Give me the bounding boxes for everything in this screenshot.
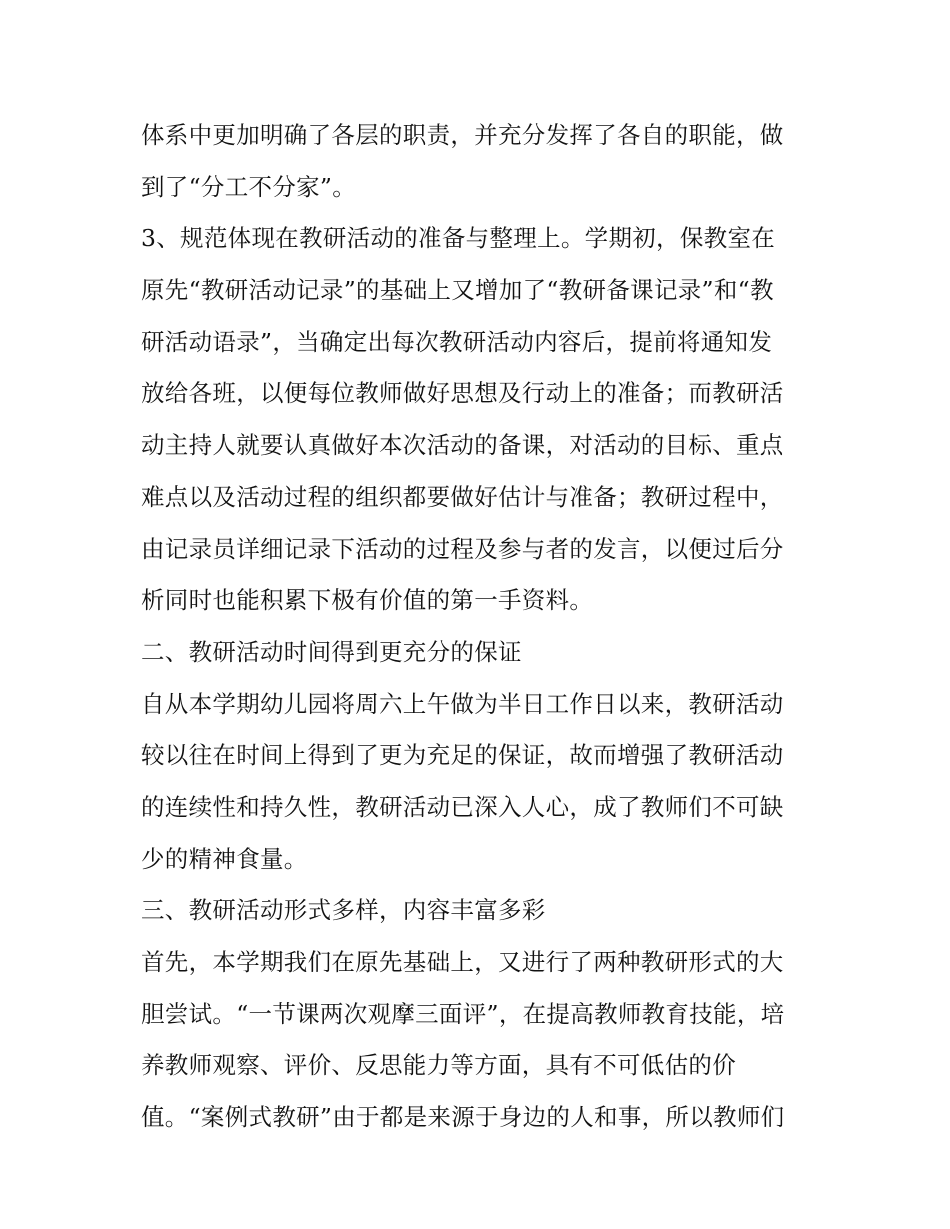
- text-line: 放给各班，以便每位教师做好思想及行动上的准备；而教研活: [141, 379, 784, 408]
- text-line: 由记录员详细记录下活动的过程及参与者的发言，以便过后分: [141, 534, 784, 563]
- text-line: 原先“教研活动记录”的基础上又增加了“教研备课记录”和“教: [141, 276, 774, 305]
- text-line: 较以往在时间上得到了更为充足的保证，故而增强了教研活动: [141, 741, 784, 770]
- text-line: 少的精神食量。: [141, 844, 308, 873]
- text-line: 3、规范体现在教研活动的准备与整理上。学期初，保教室在: [141, 224, 776, 253]
- section-heading: 三、教研活动形式多样，内容丰富多彩: [141, 896, 546, 925]
- text-line: 自从本学期幼儿园将周六上午做为半日工作日以来，教研活动: [141, 689, 784, 718]
- text-line: 析同时也能积累下极有价值的第一手资料。: [141, 586, 594, 615]
- body-text: [141, 110, 821, 1144]
- text-line: 体系中更加明确了各层的职责，并充分发挥了各自的职能，做: [141, 121, 784, 149]
- text-line: 胆尝试。“一节课两次观摩三面评”，在提高教师教育技能，培: [141, 999, 785, 1028]
- section-heading: 二、教研活动时间得到更充分的保证: [141, 637, 522, 666]
- text-line: 养教师观察、评价、反思能力等方面，具有不可低估的价: [141, 1051, 736, 1080]
- text-line: 研活动语录”，当确定出每次教研活动内容后，提前将通知发: [141, 327, 773, 356]
- text-line: 的连续性和持久性，教研活动已深入人心，成了教师们不可缺: [141, 792, 784, 821]
- text-line: 值。“案例式教研”由于都是来源于身边的人和事，所以教师们: [141, 1103, 785, 1132]
- text-line: 动主持人就要认真做好本次活动的备课，对活动的目标、重点: [141, 431, 784, 460]
- text-line: 到了“分工不分家”。: [141, 172, 357, 201]
- text-line: 首先，本学期我们在原先基础上，又进行了两种教研形式的大: [141, 948, 784, 976]
- text-line: 难点以及活动过程的组织都要做好估计与准备；教研过程中，: [141, 482, 784, 511]
